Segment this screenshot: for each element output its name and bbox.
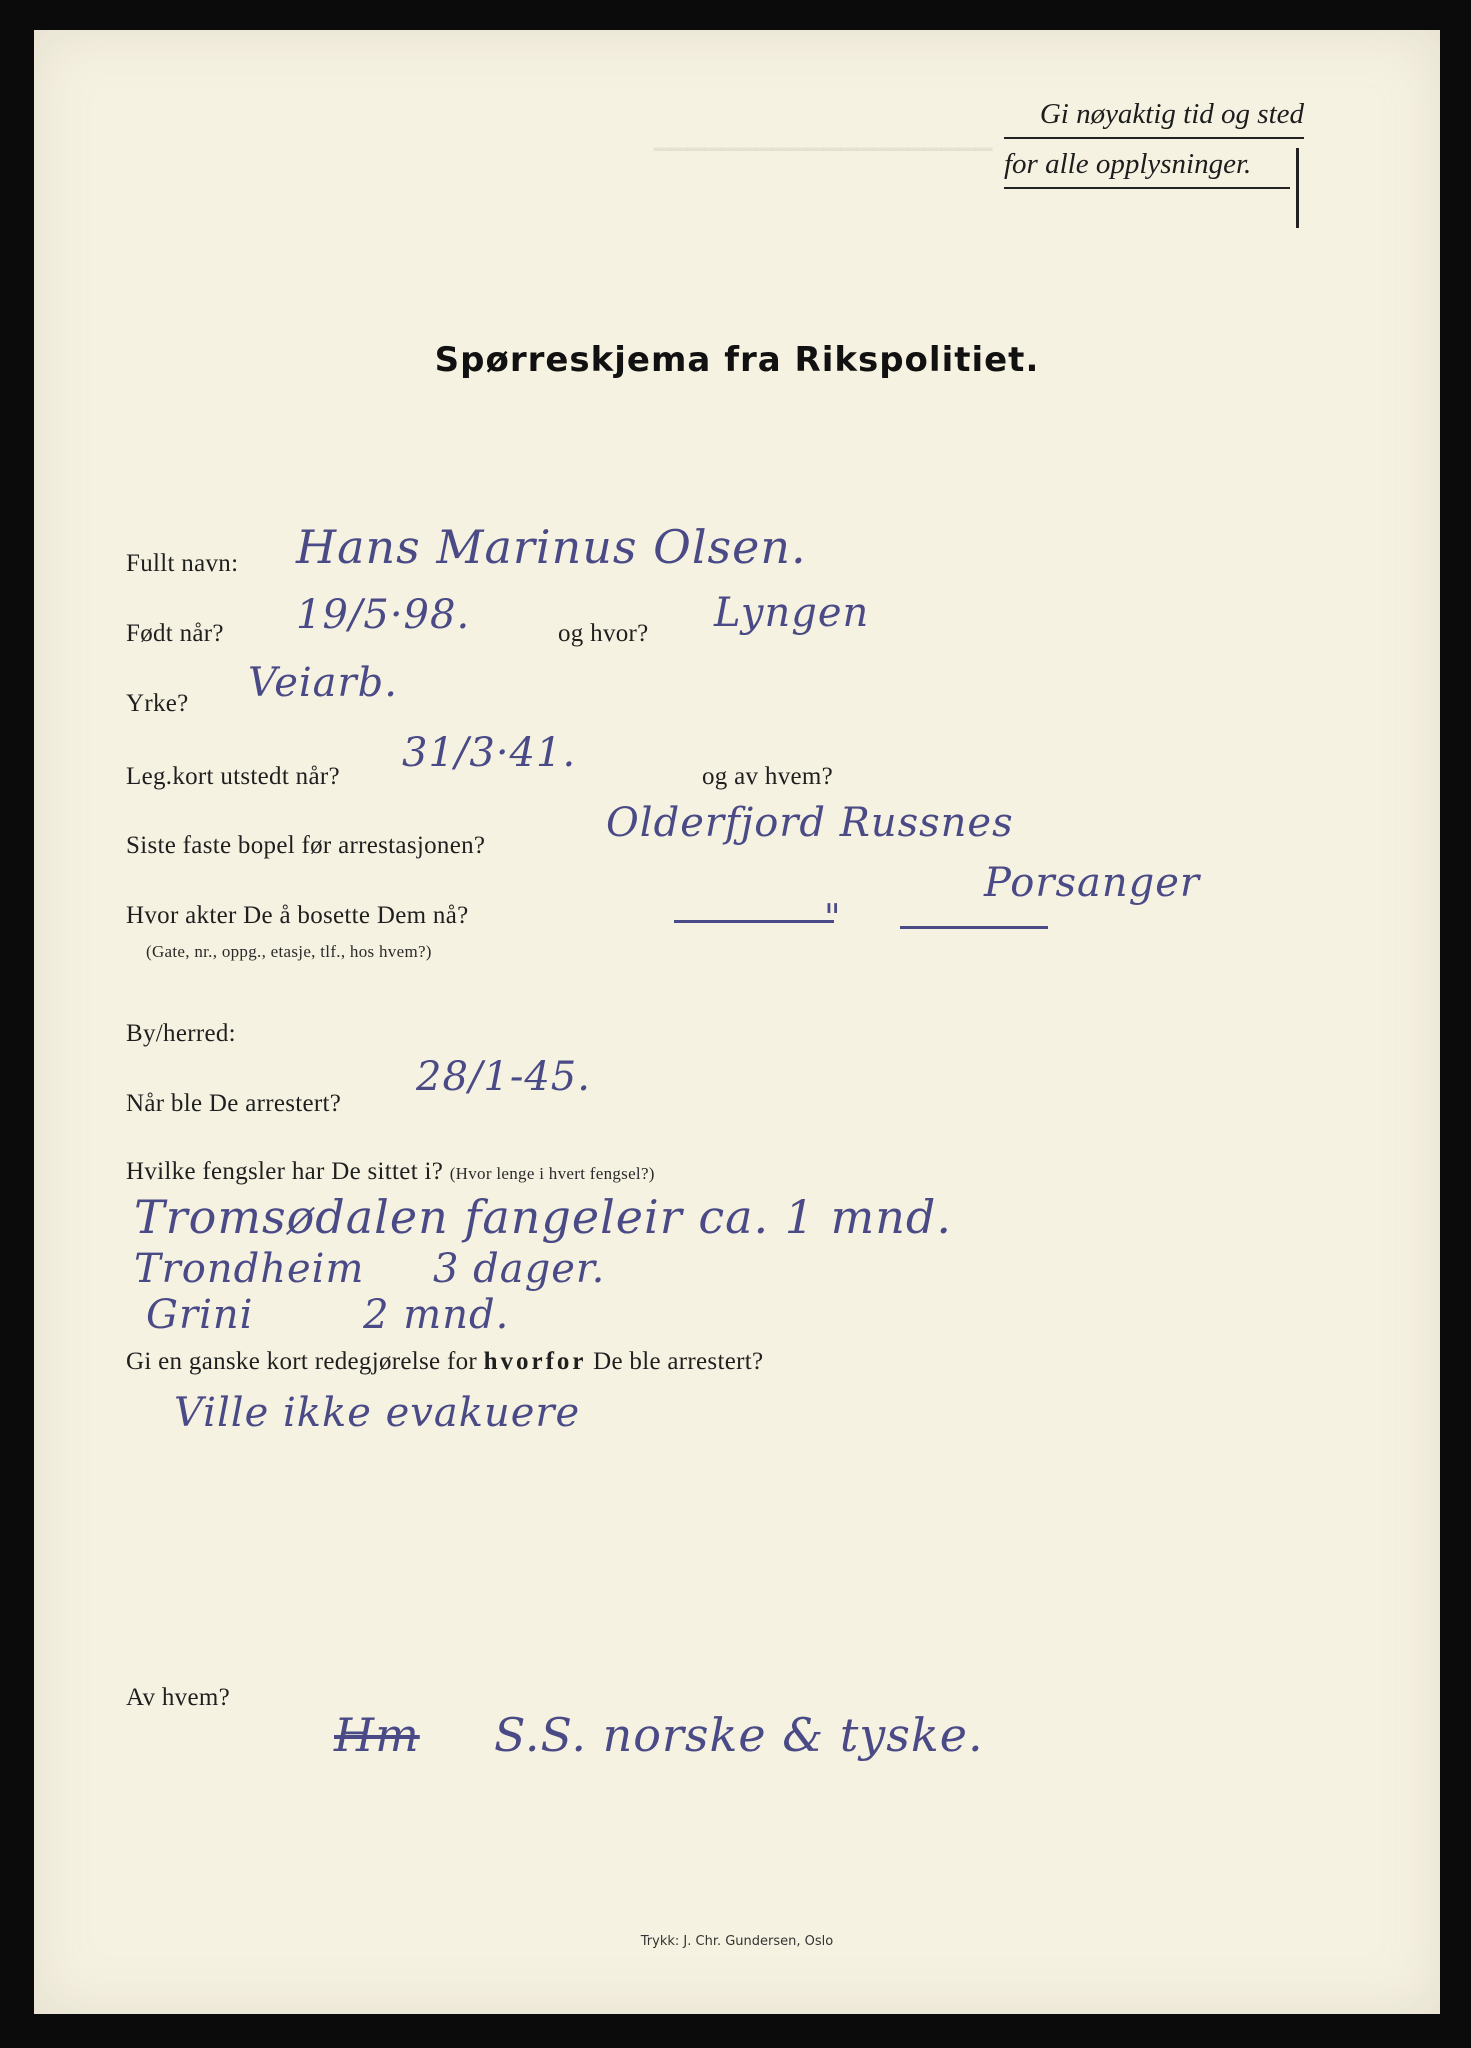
label-full-name: Fullt navn:: [126, 550, 239, 577]
label-born-when: Født når?: [126, 620, 224, 647]
label-intended-residence: Hvor akter De å bosette Dem nå?: [126, 902, 469, 929]
sublabel-prisons: (Hvor lenge i hvert fengsel?): [449, 1164, 655, 1183]
label-reason-pre: Gi en ganske kort redegjørelse for: [126, 1348, 478, 1375]
label-city-district: By/herred:: [126, 1020, 236, 1047]
label-born-where: og hvor?: [558, 620, 649, 647]
value-born-when: 19/5·98.: [296, 592, 471, 638]
value-occupation: Veiarb.: [248, 660, 398, 706]
label-prisons-main: Hvilke fengsler har De sittet i?: [126, 1158, 444, 1185]
label-by-whom: Av hvem?: [126, 1684, 230, 1711]
label-last-residence: Siste faste bopel før arrestasjonen?: [126, 832, 486, 859]
notice-line-2: for alle opplysninger.: [1004, 148, 1290, 189]
handwritten-dash-right: [900, 926, 1048, 929]
value-arrested-when: 28/1-45.: [416, 1054, 591, 1100]
label-reason-emph: hvorfor: [483, 1348, 587, 1375]
label-reason: [126, 1348, 763, 1376]
value-last-residence-line1: Olderfjord Russnes: [606, 800, 1014, 846]
label-arrested-when: Når ble De arrestert?: [126, 1090, 342, 1117]
notice-line-1: Gi nøyaktig tid og sted: [1004, 98, 1304, 139]
bleed-through-text: ▔▔▔▔▔▔▔▔▔▔▔▔▔▔▔▔▔▔▔▔: [654, 148, 993, 173]
label-occupation: Yrke?: [126, 690, 189, 717]
value-prison-3: Grini 2 mnd.: [146, 1292, 510, 1338]
label-id-card-by: og av hvem?: [702, 763, 834, 790]
label-id-card-issued: Leg.kort utstedt når?: [126, 763, 340, 790]
label-prisons: [126, 1158, 655, 1186]
notice-divider: [1296, 148, 1299, 228]
value-by-whom-struck: Hm: [334, 1708, 420, 1762]
sublabel-intended-residence: (Gate, nr., oppg., etasje, tlf., hos hvem?): [146, 942, 432, 961]
value-full-name: Hans Marinus Olsen.: [296, 520, 807, 574]
value-intended-residence-ditto: ": [824, 898, 842, 939]
form-sheet: [34, 30, 1440, 2014]
form-title: Spørreskjema fra Rikspolitiet.: [434, 340, 1040, 380]
value-reason: Ville ikke evakuere: [174, 1390, 581, 1436]
label-reason-post: De ble arrestert?: [593, 1348, 764, 1375]
value-prison-2: Trondheim 3 dager.: [134, 1246, 606, 1292]
value-by-whom: S.S. norske & tyske.: [494, 1708, 984, 1762]
value-last-residence-line2: Porsanger: [984, 860, 1201, 906]
value-prison-1: Tromsødalen fangeleir ca. 1 mnd.: [134, 1190, 952, 1244]
value-born-where: Lyngen: [714, 590, 870, 636]
handwritten-dash-left: [674, 920, 834, 923]
printer-imprint: Trykk: J. Chr. Gundersen, Oslo: [640, 1934, 834, 1949]
value-id-card-issued: 31/3·41.: [402, 730, 577, 776]
